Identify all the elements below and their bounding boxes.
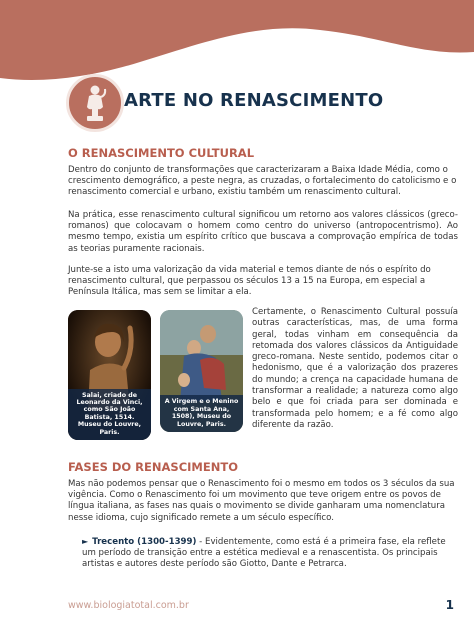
footer-link[interactable]: www.biologiatotal.com.br bbox=[68, 600, 189, 611]
statue-logo bbox=[66, 74, 124, 132]
list-item-trecento bbox=[82, 536, 458, 571]
bullet-arrow-icon: ► bbox=[82, 537, 89, 546]
paragraph-classical-values: Na prática, esse renascimento cultural significou um retorno aos valores clássicos (greco-romanos) que colocavam o homem como centro do universo (antropocentrismo). Ao mesmo tempo, existia um espírito crítico que buscava a comprovação empírica de todas as teorias puramente racionais. bbox=[68, 210, 458, 254]
section-heading-fases: FASES DO RENASCIMENTO bbox=[68, 460, 238, 474]
paragraph-material-life: Junte-se a isto uma valorização da vida material e temos diante de nós o espírito do renascimento cultural, que perpassou os séculos 13 a 15 na Europa, em especial a Península Itálica, mas sem se limitar a ela. bbox=[68, 265, 431, 298]
section-heading-renascimento-cultural: O RENASCIMENTO CULTURAL bbox=[68, 146, 255, 160]
paragraph-phases-intro: Mas não podemos pensar que o Renascimento foi o mesmo em todos os 3 séculos da sua vigência. Como o Renascimento foi um movimento que teve origem entre os povos de língua italiana, as fases nas quais o movimento se divide ganharam uma nomenclatura nesse idioma, cujo significado remete a um século específico. bbox=[68, 479, 455, 523]
paragraph-intro: Dentro do conjunto de transformações que caracterizaram a Baixa Idade Média, como o crescimento demográfico, a peste negra, as cruzadas, o fortalecimento do catolicismo e o renascimento comercial e urbano, existiu também um renascimento cultural. bbox=[68, 165, 457, 198]
image-caption-saint-john: Salai, criado de Leonardo da Vinci, como São João Batista, 1514. Museu do Louvre, Paris. bbox=[68, 389, 151, 440]
bullet-title: Trecento (1300-1399) bbox=[92, 537, 197, 547]
image-virgin-child bbox=[160, 310, 243, 432]
page-number: 1 bbox=[445, 598, 454, 612]
bullet-text: - Evidentemente, como está é a primeira fase, ela reflete um período de transição entre a estética medieval e a renascentista. Os principais artistas e autores deste período são Giotto, Dante e Petrarca. bbox=[82, 537, 446, 570]
image-saint-john bbox=[68, 310, 151, 440]
page-title: ARTE NO RENASCIMENTO bbox=[124, 90, 384, 111]
paragraph-characteristics: Certamente, o Renascimento Cultural possuía outras características, mas, de uma forma geral, todas vinham em consequência da retomada dos valores clássicos da Antiguidade greco-romana. Neste sentido, podemos citar o hedonismo, que é a valorização dos prazeres do mundo; a crença na capacidade humana de transformar a realidade; a natureza como algo belo e que foi criada para ser dominada e transformada pelo homem; e a fé como algo diferente da razão. bbox=[252, 307, 458, 430]
image-caption-virgin-child: A Virgem e o Menino com Santa Ana, 1508), Museu do Louvre, Paris. bbox=[160, 395, 243, 432]
statue-icon bbox=[78, 83, 112, 123]
